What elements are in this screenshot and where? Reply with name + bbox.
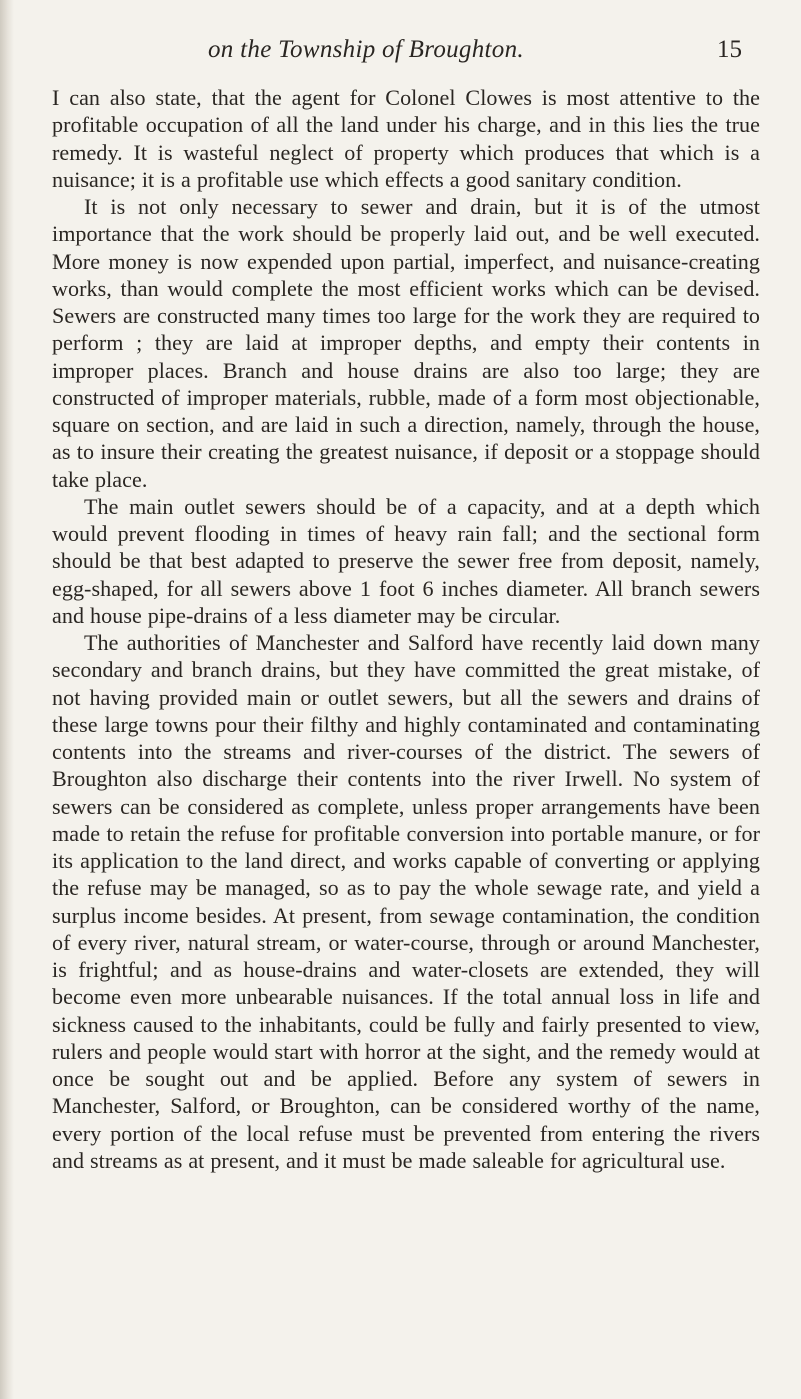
paragraph-3: The main outlet sewers should be of a capacity, and at a depth which would prevent flooding in times of heavy rain fall; and the sectional form should be that best adapted to preserve the sewer free from deposit, namely, egg-shaped, for all sewers above 1 foot 6 inches diameter. All branch sewers and house pipe-drains of a less diameter may be circular. <box>52 493 760 628</box>
running-head <box>92 36 742 70</box>
binding-gutter-shadow <box>0 0 14 1399</box>
page-number: 15 <box>717 36 742 63</box>
body-text <box>52 84 760 1174</box>
paragraph-2: It is not only necessary to sewer and drain, but it is of the utmost importance that the work should be properly laid out, and be well executed. More money is now expended upon partial, imperfect, and nuisance-creating works, than would complete the most efficient works which can be devised. Sewers are constructed many times too large for the work they are required to perform ; they are laid at improper depths, and empty their contents in improper places. Branch and house drains are also too large; they are constructed of improper materials, rubble, made of a form most objectionable, square on section, and are laid in such a direction, namely, through the house, as to insure their creating the greatest nuisance, if deposit or a stoppage should take place. <box>52 194 760 492</box>
paragraph-4: The authorities of Manchester and Salford have recently laid down many secondary and branch drains, but they have committed the great mistake, of not having provided main or outlet sewers, but all the sewers and drains of these large towns pour their filthy and highly contaminated and contaminating contents into the streams and river-courses of the district. The sewers of Broughton also discharge their contents into the river Irwell. No system of sewers can be considered as complete, unless proper arrangements have been made to retain the refuse for profitable conversion into portable manure, or for its application to the land direct, and works capable of converting or applying the refuse may be managed, so as to pay the whole sewage rate, and yield a surplus income besides. At present, from sewage contamination, the condition of every river, natural stream, or water-course, through or around Manchester, is frightful; and as house-drains and water-closets are extended, they will become even more unbearable nuisances. If the total annual loss in life and sickness caused to the inhabitants, could be fully and fairly presented to view, rulers and people would start with horror at the sight, and the remedy would at once be sought out and be applied. Before any system of sewers in Manchester, Salford, or Broughton, can be considered worthy of the name, every portion of the local refuse must be prevented from entering the rivers and streams as at present, and it must be made saleable for agricultural use. <box>52 630 760 1173</box>
running-title: on the Township of Broughton. <box>208 36 524 63</box>
paragraph-1: I can also state, that the agent for Colonel Clowes is most attentive to the profitable occupation of all the land under his charge, and in this lies the true remedy. It is wasteful neglect of property which produces that which is a nuisance; it is a profitable use which effects a good sanitary condition. <box>52 85 760 192</box>
